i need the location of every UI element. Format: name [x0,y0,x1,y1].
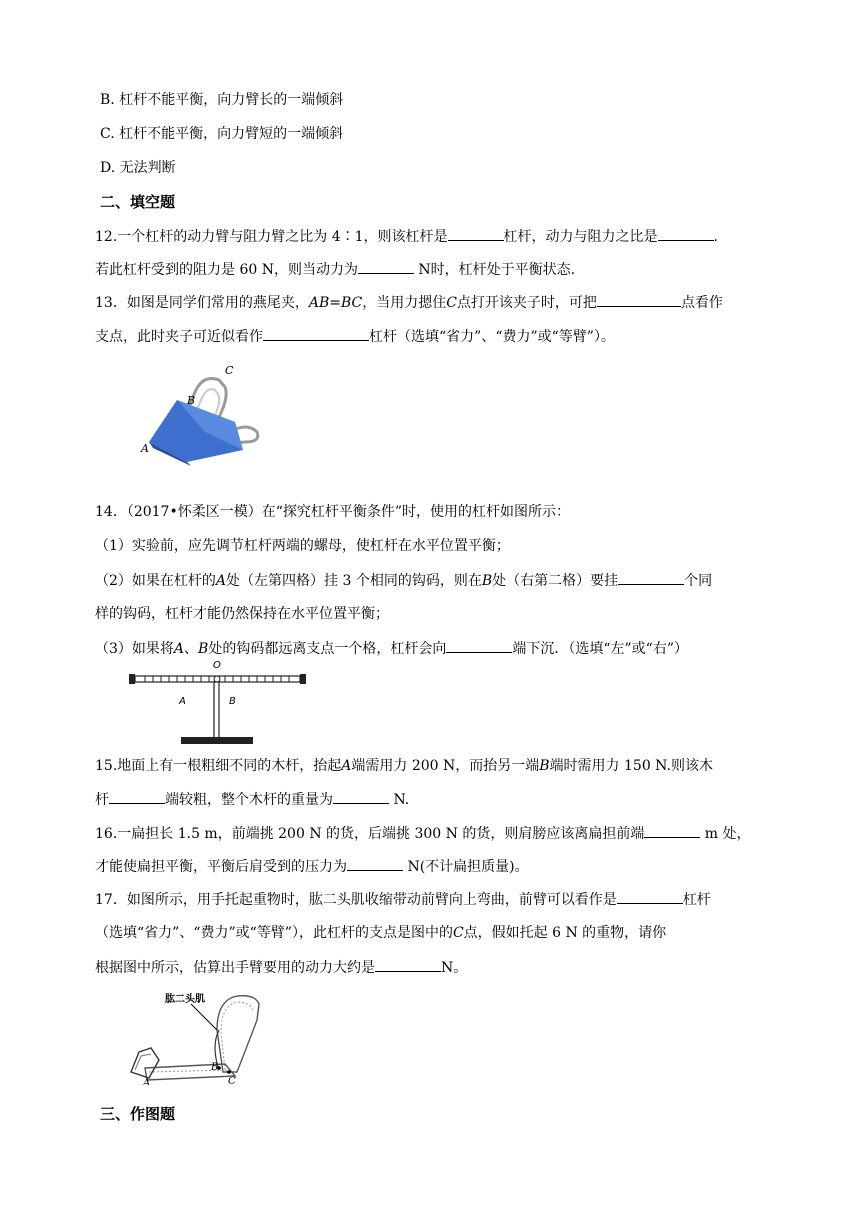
label-b: B [187,394,196,407]
binder-clip-figure [135,362,270,467]
blank[interactable] [658,226,714,241]
blank[interactable] [375,957,441,972]
label-a: A [179,696,186,707]
q15-line1: 15.地面上有一根粗细不同的木杆，抬起A端需用力 200 N，而抬另一端B端时需用力 150 N.则该木 [95,758,713,774]
label-biceps: 肱二头肌 [165,994,205,1005]
blank[interactable] [446,638,512,653]
blank[interactable] [617,889,683,904]
blank[interactable] [109,789,165,804]
q14-line1: 14．（2017•怀柔区一模）在“探究杠杆平衡条件”时，使用的杠杆如图所示： [95,504,571,520]
blank[interactable] [263,326,369,341]
option-d: D. 无法判断 [100,160,176,176]
blank[interactable] [347,856,403,871]
blank[interactable] [644,823,700,838]
label-b: B [211,1062,219,1073]
q16-line2: 才能使扁担平衡，平衡后肩受到的压力为 N(不计扁担质量)。 [95,856,529,877]
blank[interactable] [618,570,684,585]
q13-line1: 13．如图是同学们常用的燕尾夹，AB=BC，当用力摁住C点打开该夹子时，可把 点看作 [95,292,723,313]
q12-line2: 若此杠杆受到的阻力是 60 N，则当动力为 N时，杠杆处于平衡状态. [95,259,575,280]
label-c: C [225,364,234,377]
q17-line2: （选填“省力”、“费力”或“等臂”），此杠杆的支点是图中的C点，假如托起 6 N 的重物，请你 [95,925,667,941]
label-a: A [143,1078,151,1085]
q15-line2: 杆 端较粗，整个木杆的重量为 N. [95,789,409,810]
q16-line1: 16.一扁担长 1.5 m，前端挑 200 N 的货，后端挑 300 N 的货，则肩膀应该离扁担前端 m 处， [95,823,751,844]
label-a: A [141,442,149,455]
arm-figure [125,990,285,1085]
blank[interactable] [358,259,414,274]
q14-line4: 样的钩码，杠杆才能仍然保持在水平位置平衡； [95,606,389,622]
option-b: B. 杠杆不能平衡，向力臂长的一端倾斜 [100,92,344,108]
q13-line2: 支点，此时夹子可近似看作 杠杆（选填“省力”、“费力”或“等臂”）。 [95,326,615,347]
section-heading-drawing: 三、作图题 [100,1105,176,1123]
q14-line5: （3）如果将A、B处的钩码都远离支点一个格，杠杆会向 端下沉．（选填“左”或“右”） [95,638,688,659]
label-o: O [213,660,221,671]
label-c: C [228,1076,236,1085]
q17-line1: 17．如图所示，用手托起重物时，肱二头肌收缩带动前臂向上弯曲，前臂可以看作是 杠杆 [95,889,711,910]
q12-line1: 12.一个杠杆的动力臂与阻力臂之比为 4∶1，则该杠杆是 杠杆，动力与阻力之比是 . [95,226,718,247]
label-b: B [229,696,236,707]
q14-line2: （1）实验前，应先调节杠杆两端的螺母，使杠杆在水平位置平衡； [95,538,510,554]
blank[interactable] [448,226,504,241]
q14-line3: （2）如果在杠杆的A处（左第四格）挂 3 个相同的钩码，则在B处（右第二格）要挂 个同 [95,570,712,591]
section-heading-fill-blank: 二、填空题 [100,193,176,211]
blank[interactable] [333,789,389,804]
q17-line3: 根据图中所示，估算出手臂要用的动力大约是 N。 [95,957,467,978]
blank[interactable] [597,292,681,307]
lever-apparatus-figure [125,660,310,748]
option-c: C. 杠杆不能平衡，向力臂短的一端倾斜 [100,126,344,142]
